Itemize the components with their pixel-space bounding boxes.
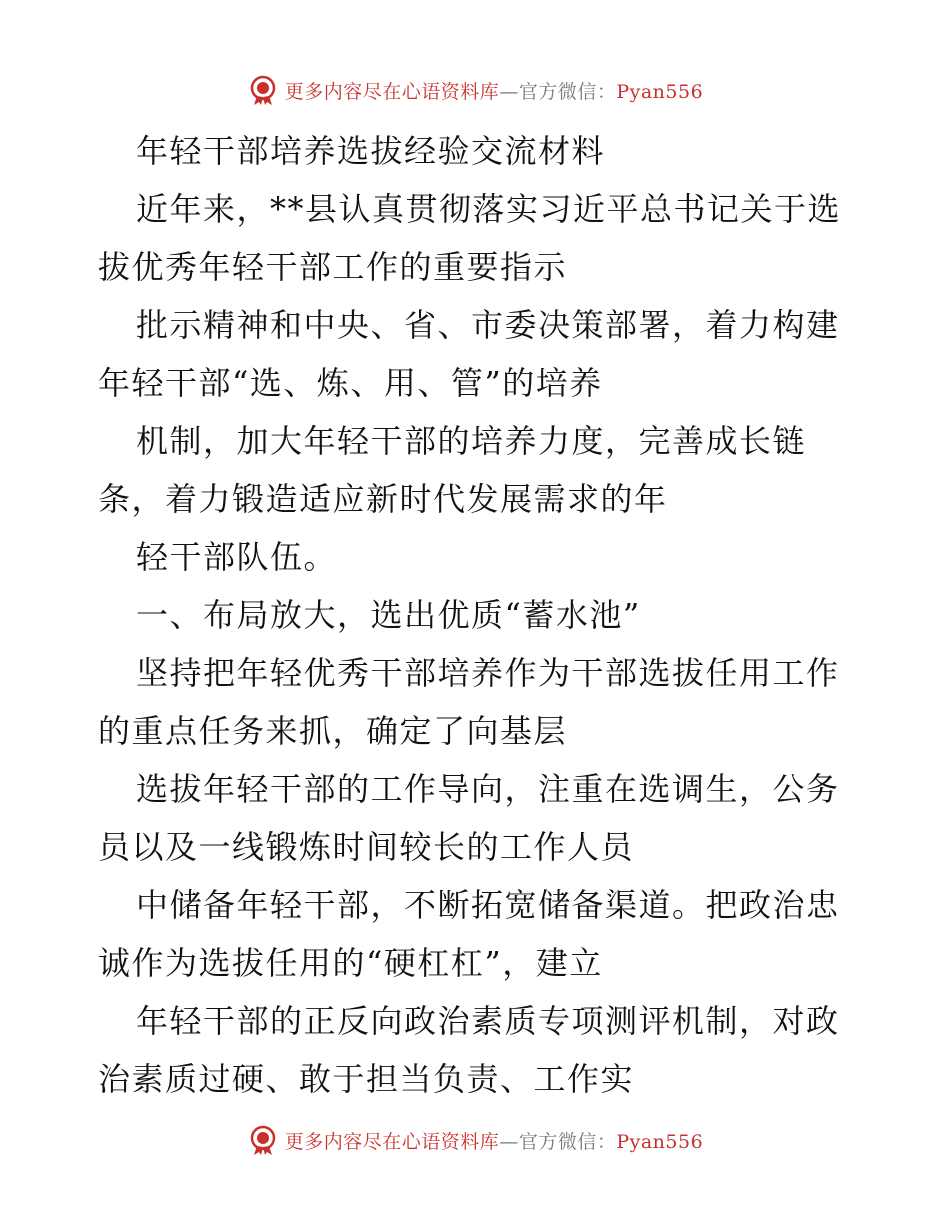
paragraph-line: 近年来，**县认真贯彻落实习近平总书记关于选 xyxy=(136,190,842,228)
paragraph-line: 中储备年轻干部，不断拓宽储备渠道。把政治忠 xyxy=(136,886,840,924)
ribbon-seal-icon xyxy=(247,74,279,106)
paragraph-line: 年轻干部的正反向政治素质专项测评机制，对政 xyxy=(136,1002,840,1040)
paragraph-line: 轻干部队伍。 xyxy=(136,538,338,576)
watermark-wechat-id: Pyan556 xyxy=(616,1130,704,1153)
paragraph-line: 拔优秀年轻干部工作的重要指示 xyxy=(98,248,568,286)
watermark-wechat-id: Pyan556 xyxy=(616,80,704,103)
paragraph-line: 诚作为选拔任用的“硬杠杠”，建立 xyxy=(98,944,603,982)
paragraph-line: 年轻干部培养选拔经验交流材料 xyxy=(136,132,606,170)
watermark-text xyxy=(285,1127,703,1154)
paragraph-line: 员以及一线锻炼时间较长的工作人员 xyxy=(98,828,635,866)
ribbon-seal-icon xyxy=(247,1124,279,1156)
watermark-dash: — xyxy=(499,80,519,103)
paragraph-line: 年轻干部“选、炼、用、管”的培养 xyxy=(98,364,603,402)
paragraph-line: 一、布局放大，选出优质“蓄水池” xyxy=(136,596,641,634)
paragraph-line: 的重点任务来抓，确定了向基层 xyxy=(98,712,568,750)
watermark-site: 更多内容尽在心语资料库 xyxy=(284,1130,500,1153)
paragraph-line: 选拔年轻干部的工作导向，注重在选调生，公务 xyxy=(136,770,840,808)
document-body xyxy=(98,122,858,1108)
watermark-dash: — xyxy=(499,1130,519,1153)
paragraph-line: 条，着力锻造适应新时代发展需求的年 xyxy=(98,480,668,518)
header-watermark xyxy=(0,68,950,112)
footer-watermark xyxy=(0,1118,950,1162)
watermark-site: 更多内容尽在心语资料库 xyxy=(284,80,500,103)
paragraph-line: 治素质过硬、敢于担当负责、工作实 xyxy=(98,1060,635,1098)
watermark-text xyxy=(285,77,703,104)
watermark-wechat-label: 官方微信： xyxy=(518,80,617,103)
watermark-wechat-label: 官方微信： xyxy=(518,1130,617,1153)
paragraph-line: 坚持把年轻优秀干部培养作为干部选拔任用工作 xyxy=(136,654,840,692)
paragraph-line: 机制，加大年轻干部的培养力度，完善成长链 xyxy=(136,422,807,460)
paragraph-line: 批示精神和中央、省、市委决策部署，着力构建 xyxy=(136,306,840,344)
